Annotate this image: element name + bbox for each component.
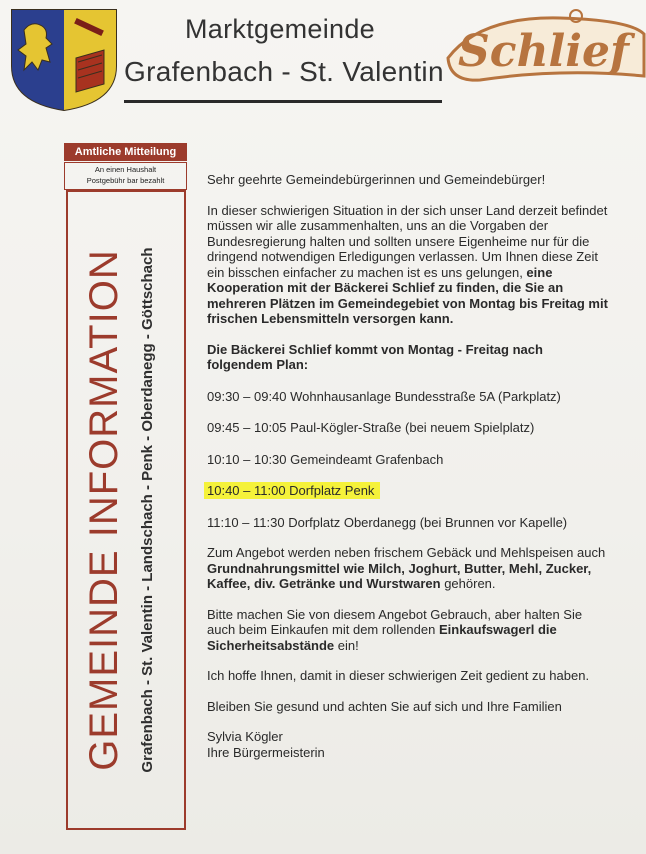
paragraph-offer-text2: gehören. <box>440 576 496 591</box>
schedule-item-highlighted <box>207 483 612 499</box>
paragraph-hope: Ich hoffe Ihnen, damit in dieser schwierigen Zeit gedient zu haben. <box>207 668 590 683</box>
paragraph-offer-text1: Zum Angebot werden neben frischem Gebäck und Mehlspeisen auch <box>207 545 606 560</box>
banner-places-vertical: Grafenbach - St. Valentin - Landschach - Penk - Oberdanegg - Göttschach <box>139 247 156 773</box>
schedule-item: 10:10 – 10:30 Gemeindeamt Grafenbach <box>207 451 444 467</box>
postage-note <box>64 162 187 190</box>
bakery-logo-text: Schlief <box>458 26 629 77</box>
paragraph-intro-text: In dieser schwierigen Situation in der sich unser Land derzeit befindet müssen wir alle zusammenhalten, uns an die Vorgaben der Bundesregierung halten und sollten unsere Eigenheime nur für die dringend notwendigen Erledigungen verlassen. Um Ihnen diese Zeit ein bisschen einfacher zu machen ist es uns gelungen, <box>207 202 608 280</box>
paragraph-safety-text2: ein! <box>334 637 359 653</box>
schedule-item: 09:30 – 09:40 Wohnhausanlage Bundesstraße 5A (Parkplatz) <box>207 388 561 404</box>
municipality-title-line1: Marktgemeinde <box>185 14 375 44</box>
bakery-logo <box>440 6 646 84</box>
coat-of-arms-icon <box>8 6 120 112</box>
postage-note-line2: Postgebühr bar bezahlt <box>86 176 165 185</box>
highlight-mark: 10:40 – 11:00 Dorfplatz Penk <box>204 482 380 499</box>
signature-title: Ihre Bürgermeisterin <box>207 744 325 760</box>
paragraph-intro <box>207 203 612 327</box>
title-underline <box>124 100 442 103</box>
greeting: Sehr geehrte Gemeindebürgerinnen und Gemeindebürger! <box>207 172 546 187</box>
paragraph-safety <box>207 607 612 654</box>
municipality-title-line2: Grafenbach - St. Valentin <box>124 56 444 87</box>
paragraph-safety-text1: Bitte machen Sie von diesem Angebot Gebrauch, aber halten Sie auch beim Einkaufen mit dem rollenden <box>207 606 583 637</box>
official-notice-tag: Amtliche Mitteilung <box>64 143 187 161</box>
paragraph-offer-bold: Grundnahrungsmittel wie Milch, Joghurt, Butter, Mehl, Zucker, Kaffee, div. Getränke und Wurstwaren <box>207 560 592 591</box>
signature-name: Sylvia Kögler <box>207 729 283 744</box>
banner-heading-vertical: GEMEINDE INFORMATION <box>82 249 126 771</box>
plan-intro <box>207 342 612 373</box>
paragraph-intro-bold: eine Kooperation mit der Bäckerei Schlief zu finden, die Sie an mehreren Plätzen im Gemeindegebiet von Montag bis Freitag mit frischen Lebensmitteln versorgen kann. <box>207 264 608 326</box>
plan-intro-bold: Die Bäckerei Schlief kommt von Montag - Freitag nach folgendem Plan: <box>207 341 543 372</box>
postage-note-line1: An einen Haushalt <box>94 165 157 174</box>
paragraph-offer <box>207 545 612 592</box>
letter-body <box>207 172 612 760</box>
paragraph-safety-bold: Einkaufswagerl die Sicherheitsabstände <box>207 622 557 653</box>
schedule-item: 11:10 – 11:30 Dorfplatz Oberdanegg (bei Brunnen vor Kapelle) <box>207 514 568 530</box>
paragraph-closing: Bleiben Sie gesund und achten Sie auf sich und Ihre Familien <box>207 698 562 714</box>
schedule-item: 09:45 – 10:05 Paul-Kögler-Straße (bei neuem Spielplatz) <box>207 420 535 435</box>
